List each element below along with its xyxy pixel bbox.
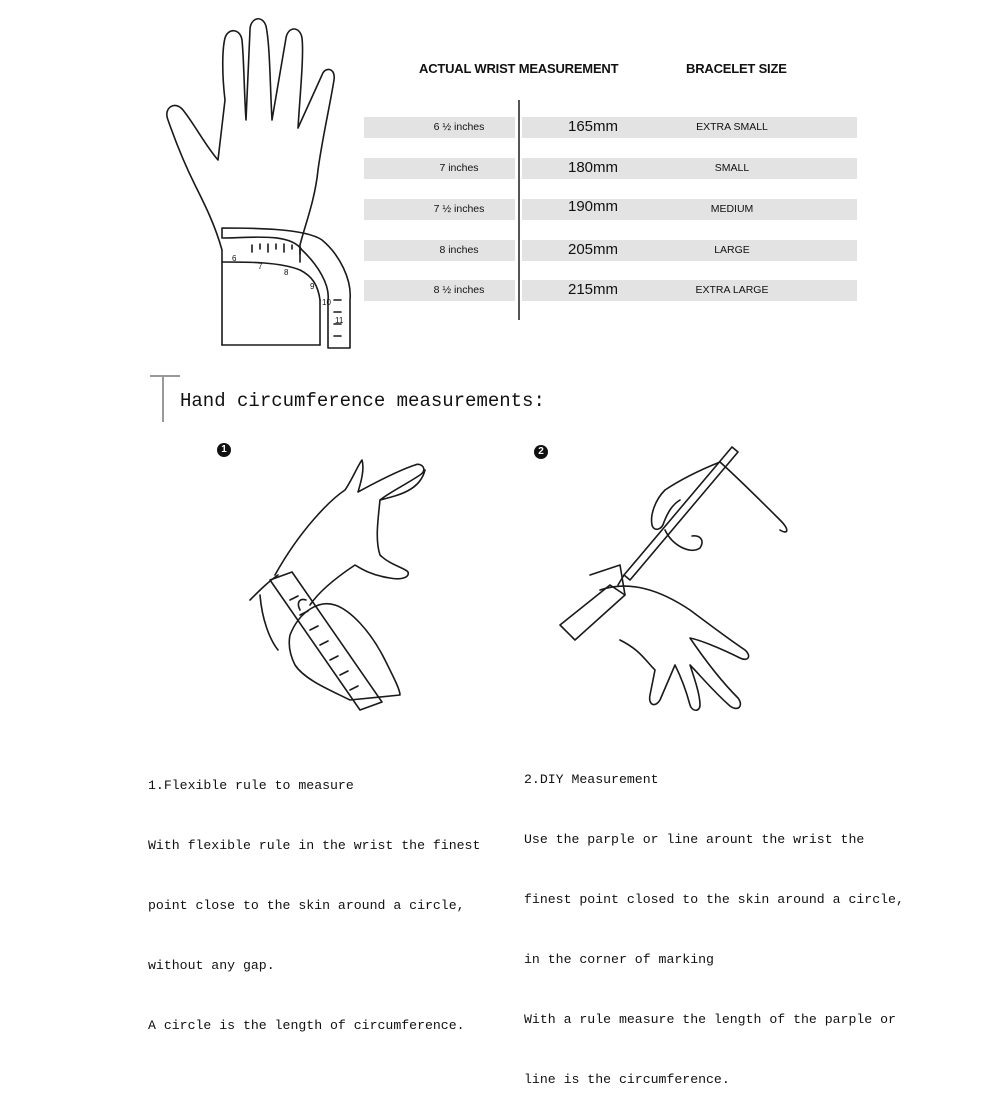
row-mm: 205mm — [567, 241, 619, 258]
row-mm: 215mm — [567, 281, 619, 298]
step2-badge: 2 — [534, 445, 548, 459]
caption-line: without any gap. — [148, 958, 275, 973]
tape-label-11: 11 — [335, 316, 344, 325]
step1-caption — [148, 736, 480, 1056]
caption-line: Use the parple or line arount the wrist the — [524, 832, 865, 847]
caption-line: line is the circumference. — [524, 1072, 730, 1087]
step2-caption — [524, 730, 904, 1110]
caption-line: 2.DIY Measurement — [524, 772, 659, 787]
row-inches: 6 ½ inches — [433, 121, 485, 133]
row-size: SMALL — [714, 162, 750, 174]
step1-badge: 1 — [217, 443, 231, 457]
header-bracelet-size: BRACELET SIZE — [686, 61, 787, 76]
caption-line: finest point closed to the skin around a circle, — [524, 892, 904, 907]
tape-label-6: 6 — [232, 254, 237, 263]
tape-label-10: 10 — [322, 298, 331, 307]
row-mm: 180mm — [567, 159, 619, 176]
row-size: EXTRA LARGE — [695, 284, 769, 296]
tape-label-8: 8 — [284, 268, 289, 277]
tape-label-7: 7 — [258, 262, 263, 271]
row-size: EXTRA SMALL — [696, 121, 768, 133]
row-size: MEDIUM — [710, 203, 754, 215]
row-inches: 8 inches — [439, 244, 479, 256]
section-title: Hand circumference measurements: — [180, 390, 545, 412]
caption-line: 1.Flexible rule to measure — [148, 778, 354, 793]
header-wrist-measurement: ACTUAL WRIST MEASUREMENT — [419, 61, 619, 76]
caption-line: point close to the skin around a circle, — [148, 898, 465, 913]
caption-line: With a rule measure the length of the parple or — [524, 1012, 896, 1027]
row-size: LARGE — [714, 244, 750, 256]
row-mm: 165mm — [567, 118, 619, 135]
tape-label-9: 9 — [310, 282, 315, 291]
caption-line: With flexible rule in the wrist the finest — [148, 838, 481, 853]
row-inches: 7 ½ inches — [433, 203, 485, 215]
caption-line: in the corner of marking — [524, 952, 714, 967]
row-mm: 190mm — [567, 198, 619, 215]
caption-line: A circle is the length of circumference. — [148, 1018, 465, 1033]
row-inches: 8 ½ inches — [433, 284, 485, 296]
row-inches: 7 inches — [439, 162, 479, 174]
